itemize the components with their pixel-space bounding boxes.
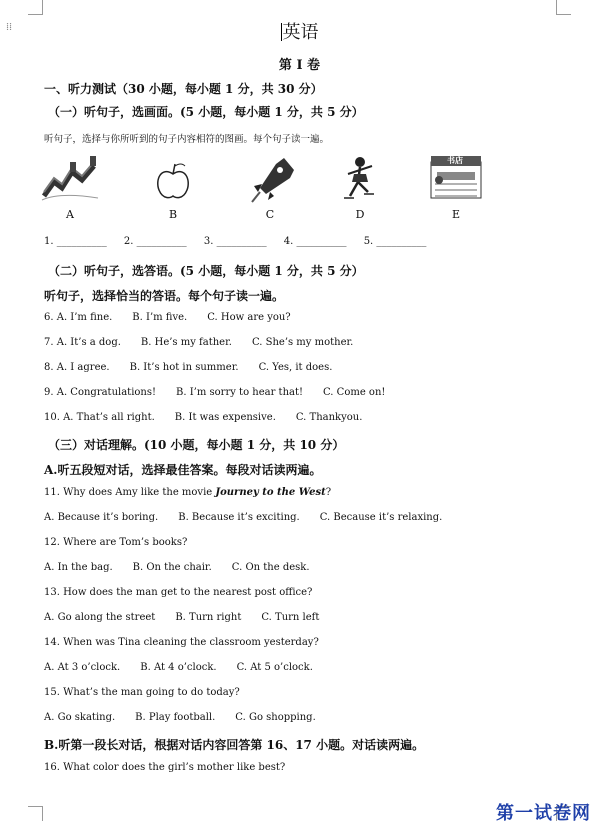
picture-row [40,152,480,227]
bookstore-sign: 书店 [447,155,463,165]
page-title: 英语 [282,22,319,43]
question-14: 14. When was Tina cleaning the classroom yesterday? [44,637,319,648]
question-12: 12. Where are Tom’s books? [44,537,188,548]
skating-girl-icon [330,152,390,204]
part-heading: （二）听句子，选答语。(5 小题，每小题 1 分，共 5 分） [48,264,364,278]
answer-blank[interactable]: 3. __________ [203,236,267,247]
answer-blank[interactable]: 2. __________ [123,236,187,247]
picture-b: B [143,152,203,227]
crop-mark-top-left [28,0,43,15]
question-12-options: A. In the bag. B. On the chair. C. On the desk. [44,562,310,573]
question-9: 9. A. Congratulations! B. I’m sorry to hear that! C. Come on! [44,387,386,398]
volume-heading: 第 I 卷 [278,58,321,73]
part-instruction: A.听五段短对话，选择最佳答案。每段对话读两遍。 [44,463,322,477]
watermark-logo: 第一试卷网 [496,803,591,824]
question-14-options: A. At 3 o’clock. B. At 4 o’clock. C. At 5 o’clock. [44,662,313,673]
crop-mark-bottom-left [28,806,43,821]
answer-blank[interactable]: 1. __________ [44,236,107,247]
question-10: 10. A. That’s all right. B. It was expensive. C. Thankyou. [44,412,363,423]
picture-a: A [40,152,100,227]
question-16: 16. What color does the girl’s mother like best? [44,762,286,773]
question-11: 11. Why does Amy like the movie Journey to the West? [44,487,332,498]
part-instruction: 听句子，选择与你所听到的句子内容相符的图画。每个句子读一遍。 [44,134,330,145]
part-heading: （三）对话理解。(10 小题，每小题 1 分，共 10 分） [48,438,345,452]
question-13-options: A. Go along the street B. Turn right C. Turn left [44,612,320,623]
question-11-options: A. Because it’s boring. B. Because it’s exciting. C. Because it’s relaxing. [44,512,443,523]
question-13: 13. How does the man get to the nearest post office? [44,587,313,598]
question-15-options: A. Go skating. B. Play football. C. Go shopping. [44,712,316,723]
part-instruction: 听句子，选择恰当的答语。每个句子读一遍。 [44,289,285,303]
text-cursor [281,23,282,41]
answer-blank[interactable]: 5. __________ [363,236,427,247]
question-8: 8. A. I agree. B. It’s hot in summer. C. Yes, it does. [44,362,333,373]
question-7: 7. A. It’s a dog. B. He’s my father. C. She’s my mother. [44,337,354,348]
section-heading: 一、听力测试（30 小题，每小题 1 分，共 30 分） [44,82,323,96]
picture-d: D [330,152,390,227]
great-wall-icon [40,152,100,204]
drag-handle-icon[interactable]: ⁞⁞ [6,20,13,33]
part-instruction: B.听第一段长对话，根据对话内容回答第 16、17 小题。对话读两遍。 [44,738,425,752]
question-15: 15. What’s the man going to do today? [44,687,240,698]
question-6: 6. A. I’m fine. B. I’m five. C. How are you? [44,312,291,323]
rocket-icon [240,152,300,208]
picture-e: 书店 E [425,152,487,227]
answer-blanks [44,236,440,247]
answer-blank[interactable]: 4. __________ [283,236,347,247]
picture-c: C [240,152,300,227]
part-heading: （一）听句子，选画面。(5 小题，每小题 1 分，共 5 分） [48,105,364,119]
apple-icon [143,152,203,204]
crop-mark-top-right [556,0,571,15]
